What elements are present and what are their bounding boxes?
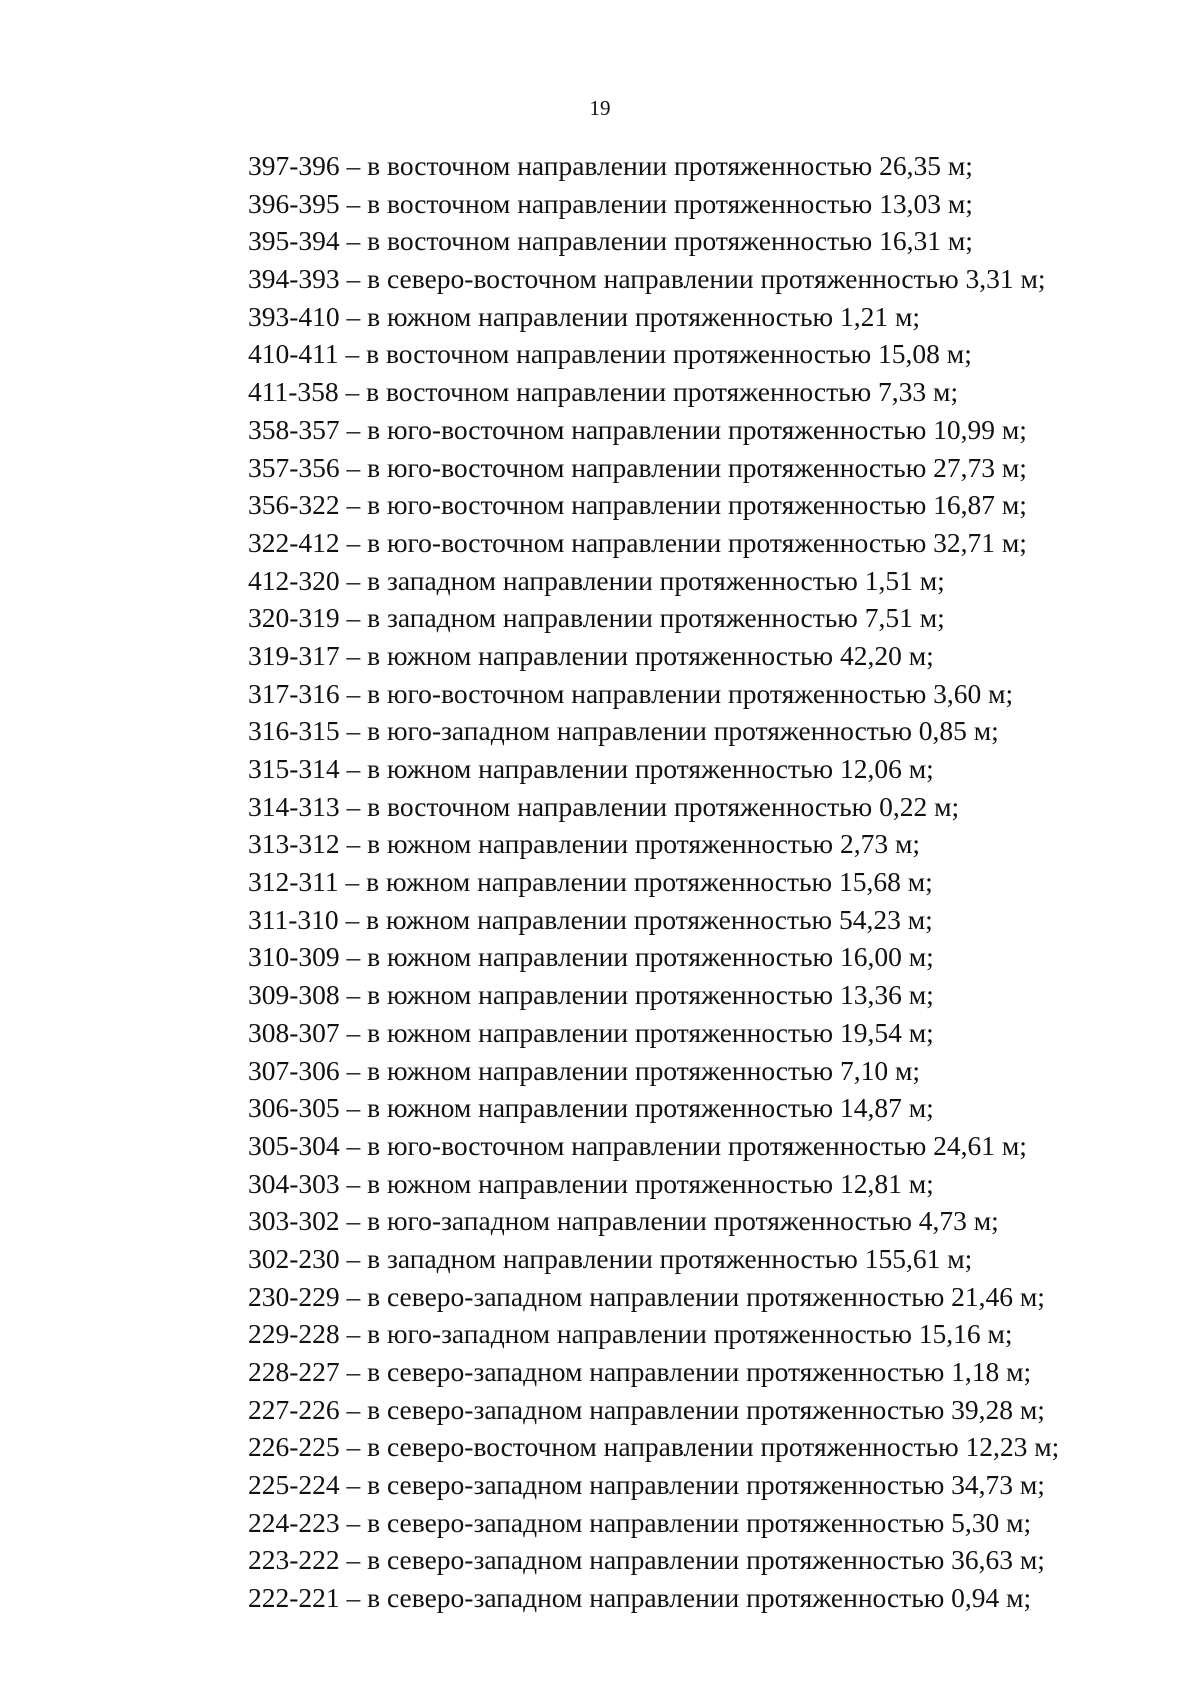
boundary-segment-line: 357-356 – в юго-восточном направлении протяженностью 27,73 м; — [248, 451, 1027, 483]
boundary-segment-line: 230-229 – в северо-западном направлении протяженностью 21,46 м; — [248, 1280, 1045, 1312]
boundary-segment-line: 310-309 – в южном направлении протяженностью 16,00 м; — [248, 941, 934, 973]
boundary-description-list — [248, 147, 1059, 1617]
boundary-segment-line: 412-320 – в западном направлении протяженностью 1,51 м; — [248, 564, 945, 596]
page-number: 19 — [589, 96, 611, 120]
boundary-segment-line: 307-306 – в южном направлении протяженностью 7,10 м; — [248, 1054, 921, 1086]
boundary-segment-line: 315-314 – в южном направлении протяженностью 12,06 м; — [248, 753, 934, 784]
boundary-segment-line: 311-310 – в южном направлении протяженностью 54,23 м; — [248, 903, 933, 935]
boundary-segment-line: 317-316 – в юго-восточном направлении протяженностью 3,60 м; — [248, 677, 1014, 709]
boundary-segment-line: 396-395 – в восточном направлении протяженностью 13,03 м; — [248, 187, 973, 219]
boundary-segment-line: 411-358 – в восточном направлении протяженностью 7,33 м; — [248, 376, 959, 408]
boundary-segment-line: 227-226 – в северо-западном направлении протяженностью 39,28 м; — [248, 1393, 1045, 1425]
boundary-segment-line: 393-410 – в южном направлении протяженностью 1,21 м; — [248, 300, 921, 332]
boundary-segment-line: 316-315 – в юго-западном направлении протяженностью 0,85 м; — [248, 715, 999, 747]
boundary-segment-line: 320-319 – в западном направлении протяженностью 7,51 м; — [248, 602, 945, 634]
boundary-segment-line: 313-312 – в южном направлении протяженностью 2,73 м; — [248, 828, 921, 860]
boundary-segment-line: 314-313 – в восточном направлении протяженностью 0,22 м; — [248, 790, 960, 822]
boundary-segment-line: 224-223 – в северо-западном направлении протяженностью 5,30 м; — [248, 1506, 1032, 1538]
boundary-segment-line: 358-357 – в юго-восточном направлении протяженностью 10,99 м; — [248, 413, 1027, 445]
boundary-segment-line: 356-322 – в юго-восточном направлении протяженностью 16,87 м; — [248, 489, 1027, 521]
boundary-segment-line: 394-393 – в северо-восточном направлении протяженностью 3,31 м; — [248, 263, 1046, 295]
boundary-segment-line: 312-311 – в южном направлении протяженностью 15,68 м; — [248, 866, 933, 898]
boundary-segment-line: 223-222 – в северо-западном направлении протяженностью 36,63 м; — [248, 1544, 1045, 1576]
boundary-segment-line: 306-305 – в южном направлении протяженностью 14,87 м; — [248, 1092, 934, 1124]
boundary-segment-line: 397-396 – в восточном направлении протяженностью 26,35 м; — [248, 150, 973, 181]
boundary-segment-line: 322-412 – в юго-восточном направлении протяженностью 32,71 м; — [248, 526, 1027, 558]
boundary-segment-line: 222-221 – в северо-западном направлении протяженностью 0,94 м; — [248, 1582, 1032, 1614]
boundary-segment-line: 226-225 – в северо-восточном направлении протяженностью 12,23 м; — [248, 1431, 1060, 1463]
boundary-segment-line: 228-227 – в северо-западном направлении протяженностью 1,18 м; — [248, 1356, 1032, 1387]
boundary-segment-line: 302-230 – в западном направлении протяженностью 155,61 м; — [248, 1242, 973, 1274]
boundary-segment-line: 303-302 – в юго-западном направлении протяженностью 4,73 м; — [248, 1205, 999, 1237]
boundary-segment-line: 229-228 – в юго-западном направлении протяженностью 15,16 м; — [248, 1318, 1013, 1350]
boundary-segment-line: 225-224 – в северо-западном направлении протяженностью 34,73 м; — [248, 1469, 1045, 1501]
boundary-segment-line: 395-394 – в восточном направлении протяженностью 16,31 м; — [248, 225, 973, 257]
boundary-segment-line: 309-308 – в южном направлении протяженностью 13,36 м; — [248, 979, 934, 1011]
boundary-segment-line: 308-307 – в южном направлении протяженностью 19,54 м; — [248, 1016, 934, 1048]
boundary-segment-line: 319-317 – в южном направлении протяженностью 42,20 м; — [248, 639, 934, 671]
boundary-segment-line: 305-304 – в юго-восточном направлении протяженностью 24,61 м; — [248, 1129, 1027, 1161]
boundary-segment-line: 410-411 – в восточном направлении протяженностью 15,08 м; — [248, 338, 972, 370]
boundary-segment-line: 304-303 – в южном направлении протяженностью 12,81 м; — [248, 1167, 934, 1199]
